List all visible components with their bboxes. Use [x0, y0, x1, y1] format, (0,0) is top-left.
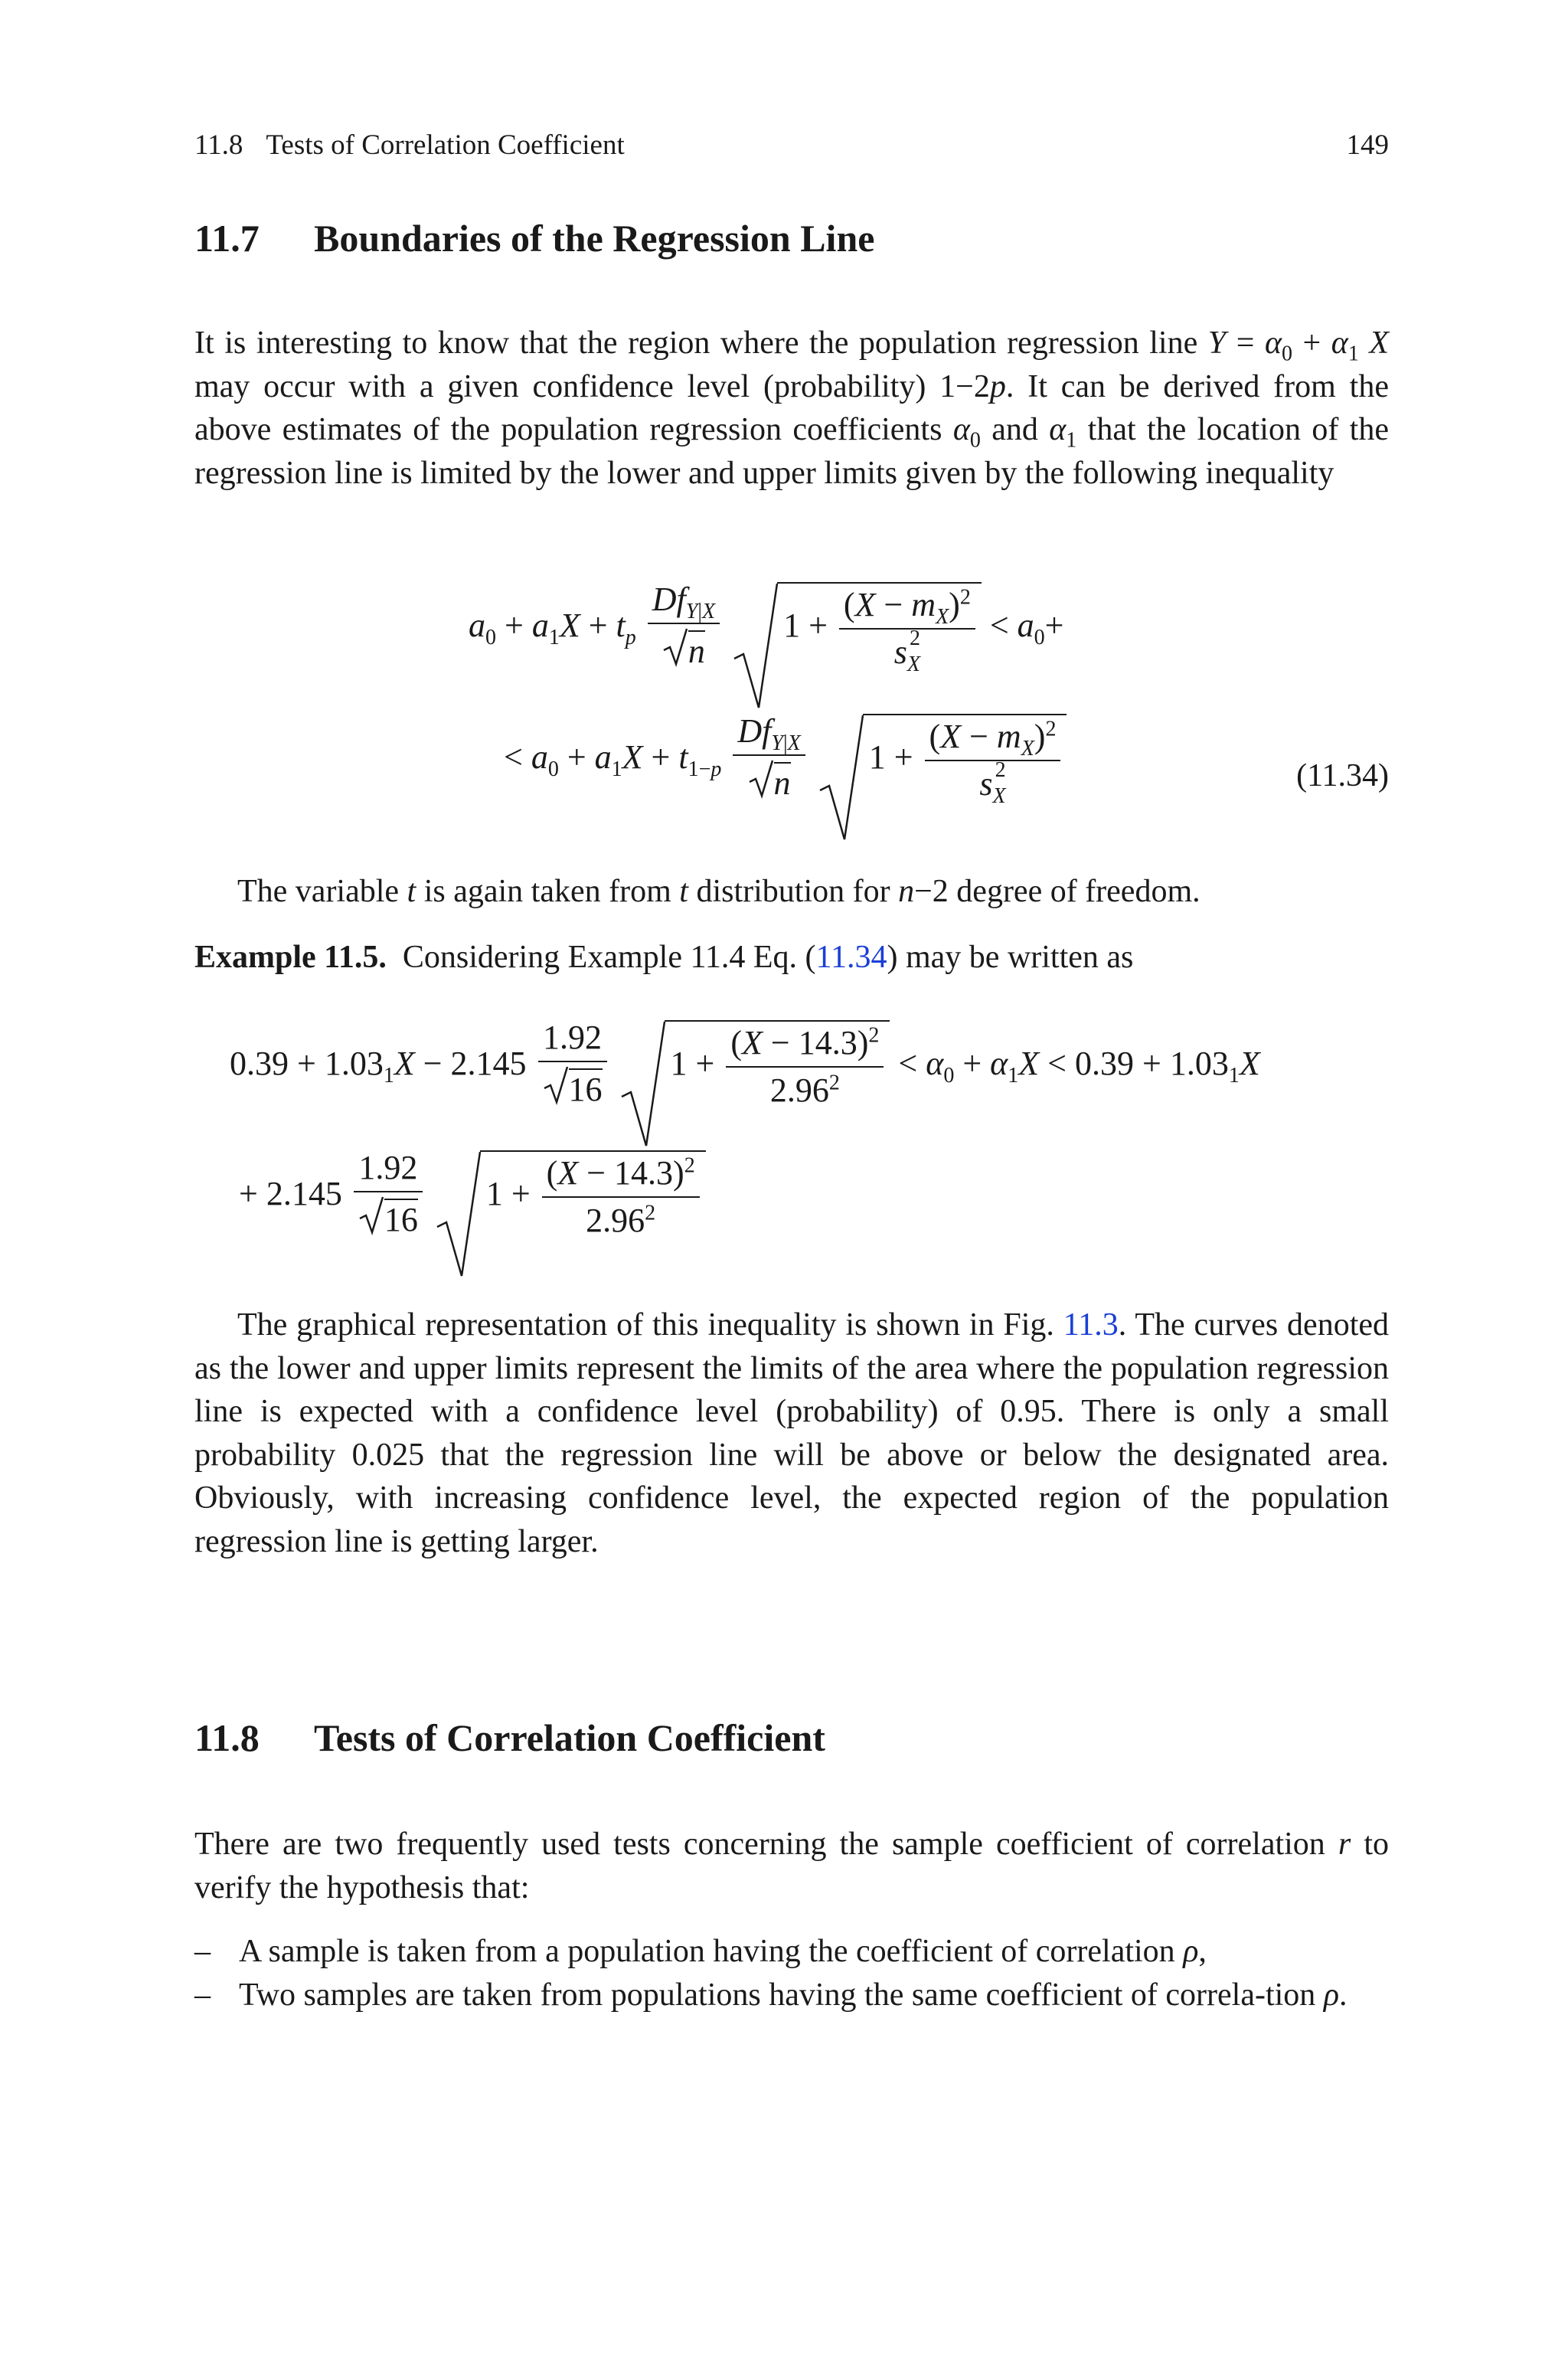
equation-11-34-line2: < $a_0 + a_1X + t_{1-p}$ $\frac{Df_{Y|X}}{n}$ 1 + $\frac{(X - m_X)^2}{s_X^2}$	[504, 714, 1067, 801]
hypothesis-list	[194, 1930, 1389, 2017]
equation-ref-link[interactable]: 11.34	[815, 940, 887, 975]
list-marker: –	[194, 1934, 211, 1969]
section-heading-11-7	[194, 216, 874, 260]
list-marker: –	[194, 1977, 211, 2013]
sqrt-symbol: 1 + $\frac{(X - 14.3)^2}{2.96^2}$	[434, 1150, 706, 1238]
paragraph-variable-t: The variable t is again taken from t distribution for n−2 degree of freedom.	[237, 874, 1200, 909]
section-number: 11.7	[194, 217, 260, 260]
section-number: 11.8	[194, 1716, 260, 1759]
sqrt-symbol: 1 + $\frac{(X - 14.3)^2}{2.96^2}$	[619, 1020, 890, 1107]
equation-11-34-line1: $a_0 + a_1X + t_p$ $\frac{Df_{Y|X}}{n}$ 1 + $\frac{(X - m_X)^2}{s_X^2}$ < $a_0+$	[469, 582, 1063, 669]
equation-number: (11.34)	[1296, 758, 1389, 793]
section-title: Tests of Correlation Coefficient	[314, 1716, 825, 1759]
example-label: Example 11.5.	[194, 940, 387, 975]
paragraph-tests-intro: There are two frequently used tests concerning the sample coefficient of correlation r to verify the hypothesis that:	[194, 1827, 1389, 1905]
list-item: – A sample is taken from a population having the coefficient of correlation ρ,	[194, 1930, 1389, 1974]
sqrt-symbol: 1 + $\frac{(X - m_X)^2}{s_X^2}$	[817, 714, 1067, 801]
running-header-title: Tests of Correlation Coefficient	[266, 129, 625, 161]
running-header-section: 11.8	[194, 129, 243, 161]
paragraph-graphical-representation: The graphical representation of this inequality is shown in Fig. 11.3. The curves denoted as the lower and upper limits represent the limits of the area where the population regression line is expected with a confidence level (probability) of 0.95. There is only a small probability 0.025 that the regression line will be above or below the designated area. Obviously, with increasing confidence level, the expected region of the population regression line is getting larger.	[194, 1307, 1390, 1559]
section-title: Boundaries of the Regression Line	[314, 217, 875, 260]
paragraph-intro: It is interesting to know that the region where the population regression line $Y = \alpha_0 + \alpha_1$ X may occur with a given confidence level (probability) 1−2p. It can be derived from the above estimates of the population regression coefficients $\alpha_0$ and $\alpha_1$ that the location of the regression line is limited by the lower and upper limits given by the following inequality	[194, 325, 1390, 491]
example-equation-line2: + 2.145 $\frac{1.92}{16}$ 1 + $\frac{(X - 14.3)^2}{2.96^2}$	[239, 1150, 706, 1238]
list-item: – Two samples are taken from populations having the same coefficient of correla-tion ρ.	[194, 1974, 1389, 2017]
page-number: 149	[1346, 129, 1389, 161]
running-header	[194, 124, 625, 167]
example-11-5: Example 11.5. Considering Example 11.4 Eq. (11.34) may be written as	[194, 940, 1134, 975]
figure-ref-link[interactable]: 11.3	[1063, 1307, 1119, 1343]
sqrt-symbol: 1 + $\frac{(X - m_X)^2}{s_X^2}$	[731, 582, 982, 669]
example-equation-line1: $0.39 + 1.03_1X - 2.145$ $\frac{1.92}{16}$ 1 + $\frac{(X - 14.3)^2}{2.96^2}$ < $\alpha_0 + \alpha_1X < 0.39 + 1.03_1X$	[230, 1020, 1260, 1107]
section-heading-11-8	[194, 1716, 825, 1760]
